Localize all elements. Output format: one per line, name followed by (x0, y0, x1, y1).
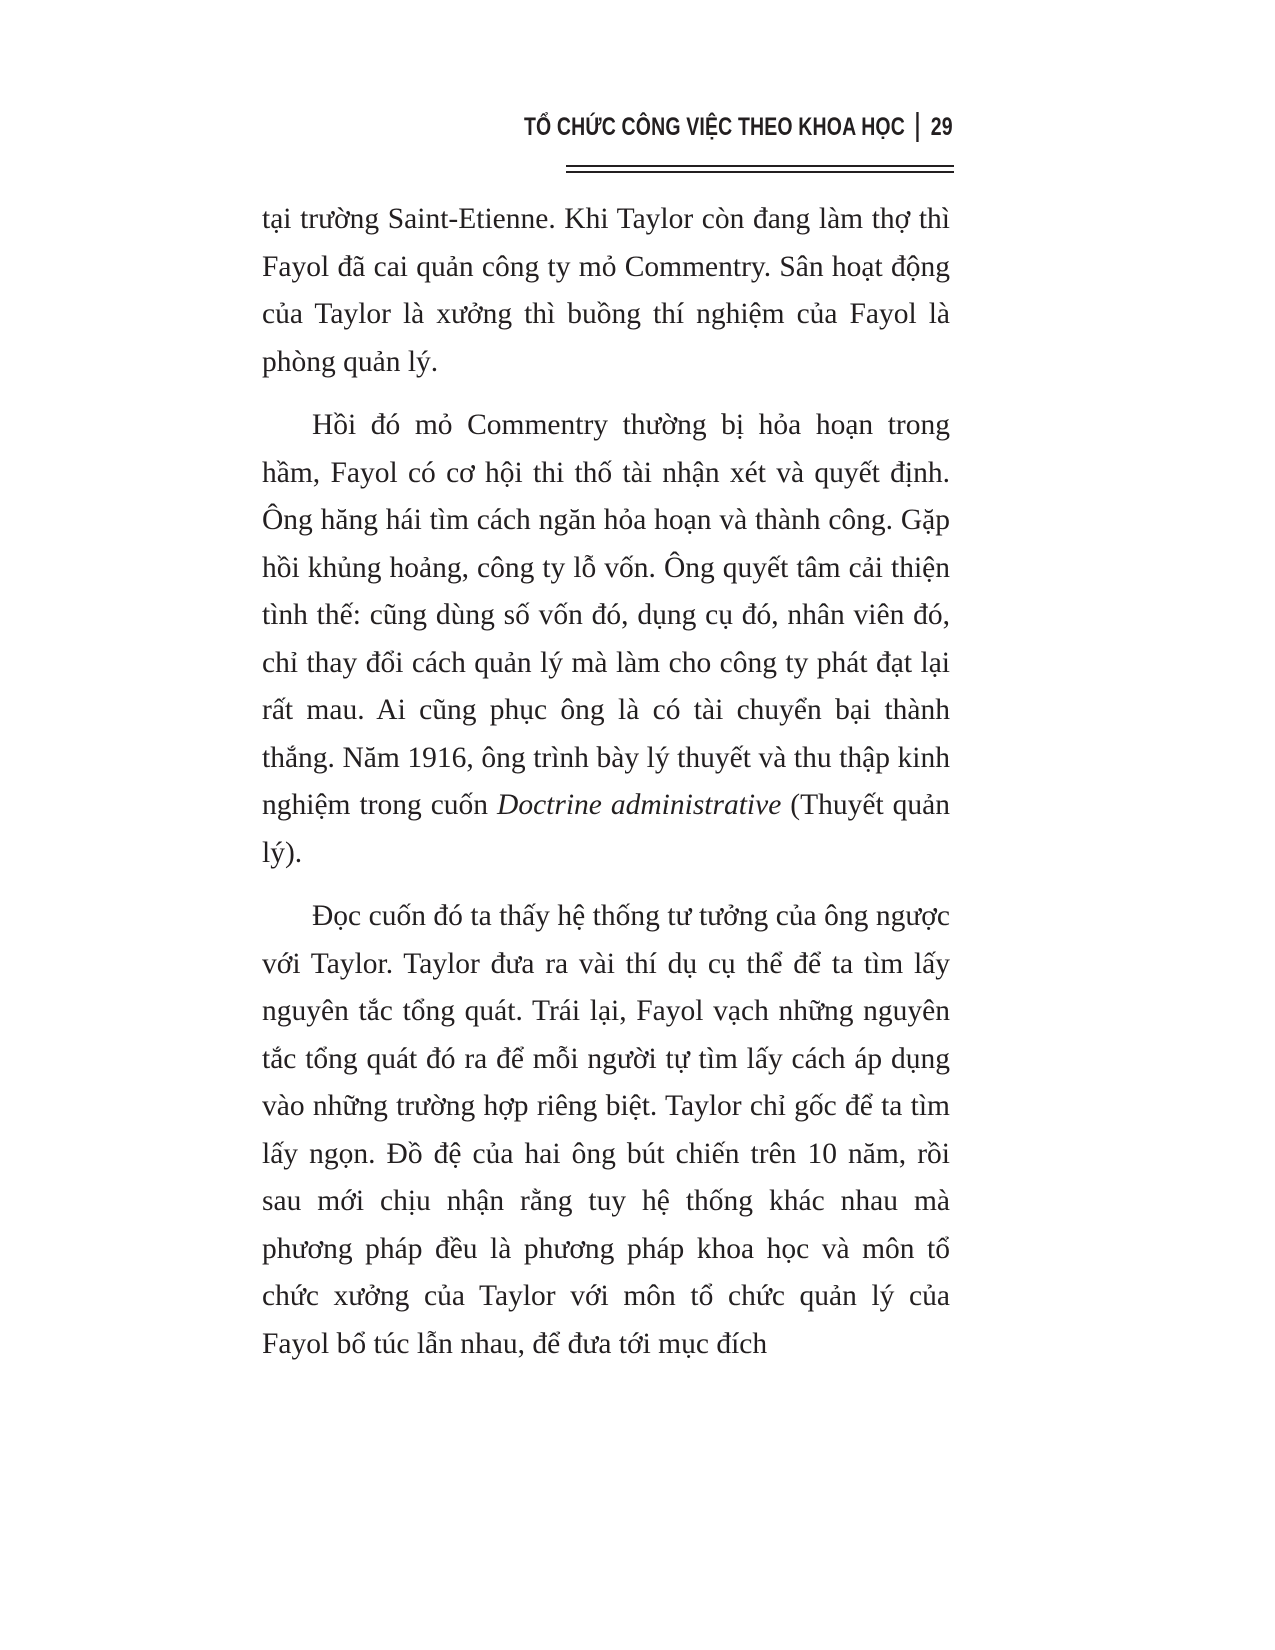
page-number: 29 (930, 112, 953, 141)
paragraph-1: tại trường Saint-Etienne. Khi Taylor còn đang làm thợ thì Fayol đã cai quản công ty mỏ Commentry. Sân hoạt động của Taylor là xưởng thì buồng thí nghiệm của Fayol là phòng quản lý. (262, 203, 950, 378)
paragraph-3: Đọc cuốn đó ta thấy hệ thống tư tưởng của ông ngược với Taylor. Taylor đưa ra vài thí dụ cụ thể để ta tìm lấy nguyên tắc tổng quát. Trái lại, Fayol vạch những nguyên tắc tổng quát đó ra để mỗi người tự tìm lấy cách áp dụng vào những trường hợp riêng biệt. Taylor chỉ gốc để ta tìm lấy ngọn. Đồ đệ của hai ông bút chiến trên 10 năm, rồi sau mới chịu nhận rằng tuy hệ thống khác nhau mà phương pháp đều là phương pháp khoa học và môn tổ chức xưởng của Taylor với môn tổ chức quản lý của Fayol bổ túc lẫn nhau, để đưa tới mục đích (262, 900, 950, 1360)
running-header (524, 112, 953, 142)
paragraph-2 (262, 402, 950, 877)
header-rule-top (566, 165, 954, 167)
book-title-italic: Doctrine administrative (497, 789, 782, 821)
page-body (262, 196, 950, 1384)
header-separator (916, 112, 918, 142)
paragraph-2-tail: (Thuyết quản lý). (262, 789, 950, 869)
header-rule-bottom (566, 171, 954, 173)
paragraph-2-text: Hồi đó mỏ Commentry thường bị hỏa hoạn trong hầm, Fayol có cơ hội thi thố tài nhận xét và quyết định. Ông hăng hái tìm cách ngăn hỏa hoạn và thành công. Gặp hồi khủng hoảng, công ty lỗ vốn. Ông quyết tâm cải thiện tình thế: cũng dùng số vốn đó, dụng cụ đó, nhân viên đó, chỉ thay đổi cách quản lý mà làm cho công ty phát đạt lại rất mau. Ai cũng phục ông là có tài chuyển bại thành thắng. Năm 1916, ông trình bày lý thuyết và thu thập kinh nghiệm trong cuốn (262, 409, 950, 821)
chapter-title: TỔ CHỨC CÔNG VIỆC THEO KHOA HỌC (524, 112, 906, 141)
header-double-rule (566, 165, 954, 177)
